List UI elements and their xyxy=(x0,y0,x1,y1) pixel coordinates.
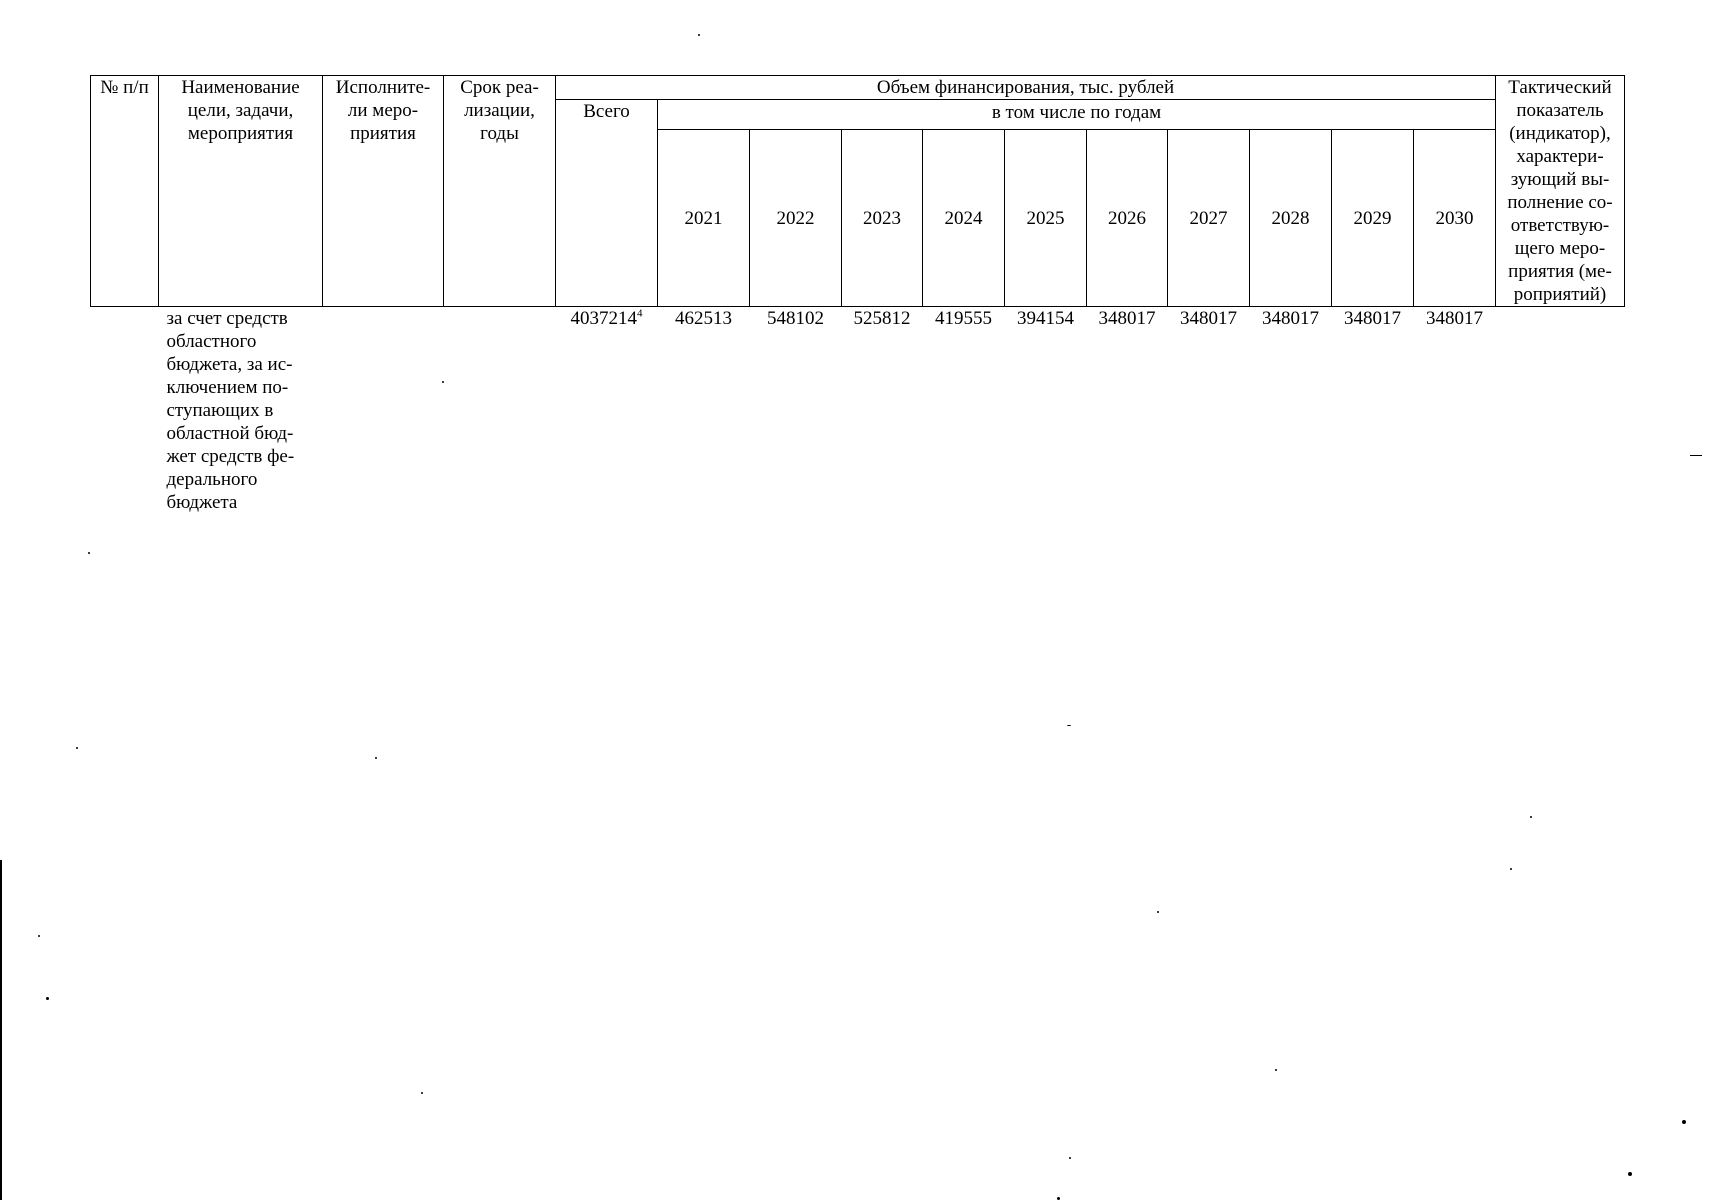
row-total xyxy=(556,307,658,515)
header-num: № п/п xyxy=(91,76,159,307)
row-name: за счет средств областного бюджета, за ис-ключением по-ступающих в областной бюд-жет средств фе-дерального бюджета xyxy=(166,308,295,513)
header-indicator: Тактический показатель (индикатор), характери-зующий вы-полнение со-ответствую-щего меро-приятия (ме-роприятий) xyxy=(1496,76,1625,307)
row-value-2030: 348017 xyxy=(1426,308,1483,329)
header-year-2030: 2030 xyxy=(1414,130,1496,307)
scan-dash xyxy=(1690,455,1702,456)
header-year-2022: 2022 xyxy=(750,130,842,307)
header-executors: Исполните-ли меро-приятия xyxy=(323,76,444,307)
header-funding: Объем финансирования, тыс. рублей xyxy=(556,76,1496,100)
scan-speck xyxy=(1275,1069,1277,1071)
row-indicator xyxy=(1496,307,1625,515)
row-value-2021: 462513 xyxy=(675,308,732,329)
scan-speck xyxy=(1682,1120,1686,1124)
row-total-footnote: 4 xyxy=(637,307,643,320)
header-year-2021: 2021 xyxy=(658,130,750,307)
header-by-years: в том числе по годам xyxy=(658,100,1496,130)
row-value-2026: 348017 xyxy=(1098,308,1156,329)
scan-edge-line xyxy=(0,860,2,1200)
scan-speck xyxy=(1157,911,1159,913)
scan-speck xyxy=(46,997,49,1000)
scan-speck xyxy=(38,935,40,937)
scan-speck xyxy=(1628,1172,1632,1176)
scan-speck xyxy=(1510,868,1512,870)
row-value-2024: 419555 xyxy=(935,308,992,329)
row-term xyxy=(444,307,556,515)
header-year-2024: 2024 xyxy=(923,130,1005,307)
header-year-2026: 2026 xyxy=(1087,130,1168,307)
scan-speck xyxy=(421,1092,423,1094)
row-value-2027: 348017 xyxy=(1180,308,1237,329)
scan-speck xyxy=(442,381,444,383)
header-year-2029: 2029 xyxy=(1332,130,1414,307)
scan-speck xyxy=(1067,725,1071,726)
scan-speck xyxy=(1069,1157,1071,1159)
row-executors xyxy=(323,307,444,515)
row-value-2028: 348017 xyxy=(1262,308,1319,329)
row-value-2023: 525812 xyxy=(853,308,911,329)
header-year-2025: 2025 xyxy=(1005,130,1087,307)
scan-speck xyxy=(375,757,377,759)
scan-speck xyxy=(1530,816,1532,818)
header-year-2027: 2027 xyxy=(1168,130,1250,307)
header-name: Наименование цели, задачи, мероприятия xyxy=(159,76,323,307)
row-value-2029: 348017 xyxy=(1344,308,1401,329)
scan-speck xyxy=(76,747,78,749)
row-total-value: 4037214 xyxy=(570,308,637,329)
table-row xyxy=(91,307,1625,515)
scan-speck xyxy=(698,34,700,36)
header-total: Всего xyxy=(556,100,658,307)
funding-table xyxy=(90,75,1625,514)
row-name-cell xyxy=(91,307,323,515)
header-year-2023: 2023 xyxy=(842,130,923,307)
scan-speck xyxy=(88,552,90,554)
row-value-2022: 548102 xyxy=(767,308,824,329)
row-value-2025: 394154 xyxy=(1017,308,1074,329)
header-term: Срок реа-лизации, годы xyxy=(444,76,556,307)
header-year-2028: 2028 xyxy=(1250,130,1332,307)
